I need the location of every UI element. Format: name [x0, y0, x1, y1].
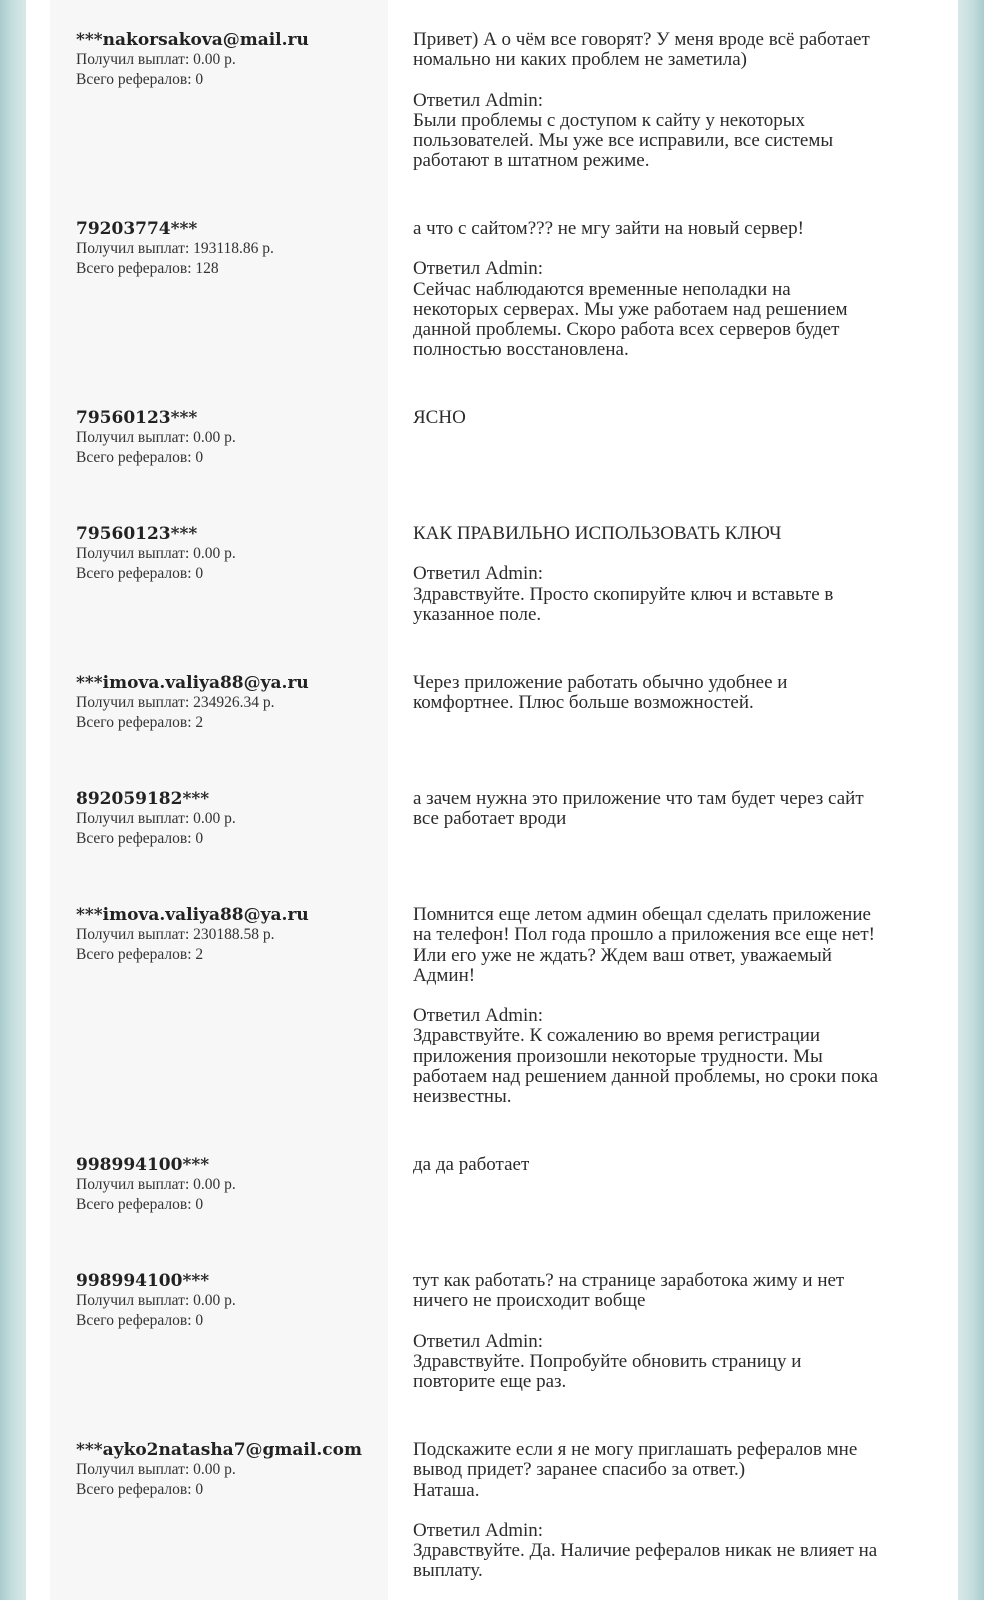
author-name[interactable]: 79560123***	[76, 524, 198, 544]
comment-message	[413, 1440, 913, 1582]
author-referrals: Всего рефералов: 0	[76, 830, 204, 847]
author-payout: Получил выплат: 234926.34 р.	[76, 694, 275, 711]
admin-reply	[413, 564, 913, 625]
author-payout: Получил выплат: 0.00 р.	[76, 51, 236, 68]
reply-text: Здравствуйте. Попробуйте обновить страницу и повторите еще раз.	[413, 1350, 802, 1393]
reply-header: Ответил Admin:	[413, 1005, 544, 1027]
reply-header: Ответил Admin:	[413, 89, 544, 111]
comment-message	[413, 408, 913, 428]
author-referrals: Всего рефералов: 128	[76, 260, 219, 277]
comment-author-block	[76, 673, 376, 733]
author-name[interactable]: 892059182***	[76, 789, 210, 809]
author-payout: Получил выплат: 0.00 р.	[76, 1292, 236, 1309]
author-name[interactable]: ***imova.valiya88@ya.ru	[76, 905, 309, 925]
comment-author-block	[76, 1440, 376, 1500]
author-name[interactable]: 998994100***	[76, 1155, 210, 1175]
comment-author-block	[76, 789, 376, 849]
reply-text: Здравствуйте. Просто скопируйте ключ и вставьте в указанное поле.	[413, 583, 834, 625]
reply-header: Ответил Admin:	[413, 1519, 544, 1541]
author-name[interactable]: 998994100***	[76, 1271, 210, 1291]
comment-text: тут как работать? на странице заработока жиму и нет ничего не происходит вобще	[413, 1270, 845, 1312]
reply-text: Здравствуйте. К сожалению во время регистрации приложения произошли некоторые трудности. Мы работаем над решением данной проблемы, но сроки пока неизвестны.	[413, 1025, 879, 1108]
comment-text: Помнится еще летом админ обещал сделать приложение на телефон! Пол года прошло а приложения все еще нет! Или его уже не ждать? Ждем ваш ответ, уважаемый Админ!	[413, 904, 875, 986]
comment-text: Подскажите если я не могу приглашать рефералов мне вывод придет? заранее спасибо за ответ.) Наташа.	[413, 1439, 858, 1501]
author-referrals: Всего рефералов: 0	[76, 1481, 204, 1498]
author-name[interactable]: ***ayko2natasha7@gmail.com	[76, 1440, 362, 1460]
author-payout: Получил выплат: 0.00 р.	[76, 1176, 236, 1193]
author-name[interactable]: 79560123***	[76, 408, 198, 428]
comment-message	[413, 219, 913, 361]
comment-message	[413, 1155, 913, 1175]
comment-message	[413, 1271, 913, 1392]
author-referrals: Всего рефералов: 0	[76, 1312, 204, 1329]
comment-message	[413, 789, 913, 830]
author-payout: Получил выплат: 0.00 р.	[76, 810, 236, 827]
comment-message	[413, 905, 913, 1108]
comment-text: а зачем нужна это приложение что там будет через сайт все работает вроди	[413, 788, 864, 830]
author-name[interactable]: ***nakorsakova@mail.ru	[76, 30, 309, 50]
author-payout: Получил выплат: 0.00 р.	[76, 545, 236, 562]
comment-text: а что с сайтом??? не мгу зайти на новый сервер!	[413, 218, 804, 239]
reply-text: Здравствуйте. Да. Наличие рефералов никак не влияет на выплату.	[413, 1540, 878, 1582]
reply-header: Ответил Admin:	[413, 258, 544, 280]
author-referrals: Всего рефералов: 0	[76, 1196, 204, 1213]
author-name[interactable]: 79203774***	[76, 219, 198, 239]
comment-message	[413, 524, 913, 625]
author-payout: Получил выплат: 193118.86 р.	[76, 240, 274, 257]
reply-header: Ответил Admin:	[413, 1330, 544, 1352]
admin-reply	[413, 91, 913, 172]
author-referrals: Всего рефералов: 0	[76, 449, 204, 466]
comment-author-block	[76, 524, 376, 584]
author-payout: Получил выплат: 0.00 р.	[76, 1461, 236, 1478]
admin-reply	[413, 1521, 913, 1582]
author-name[interactable]: ***imova.valiya88@ya.ru	[76, 673, 309, 693]
author-referrals: Всего рефералов: 0	[76, 565, 204, 582]
admin-reply	[413, 259, 913, 360]
reply-header: Ответил Admin:	[413, 563, 544, 585]
comment-author-block	[76, 408, 376, 468]
author-payout: Получил выплат: 0.00 р.	[76, 429, 236, 446]
comment-text: Через приложение работать обычно удобнее и комфортнее. Плюс больше возможностей.	[413, 672, 788, 714]
reply-text: Сейчас наблюдаются временные неполадки на некоторых серверах. Мы уже работаем над решением данной проблемы. Скоро работа всех серверов будет полностью восстановлена.	[413, 278, 848, 361]
comment-author-block	[76, 219, 376, 279]
author-referrals: Всего рефералов: 2	[76, 714, 204, 731]
comment-text: Привет) А о чём все говорят? У меня вроде всё работает номально ни каких проблем не заметила)	[413, 29, 870, 71]
author-referrals: Всего рефералов: 2	[76, 946, 204, 963]
author-payout: Получил выплат: 230188.58 р.	[76, 926, 275, 943]
admin-reply	[413, 1006, 913, 1107]
reply-text: Были проблемы с доступом к сайту у некоторых пользователей. Мы уже все исправили, все системы работают в штатном режиме.	[413, 109, 834, 172]
admin-reply	[413, 1332, 913, 1393]
comment-text: ЯСНО	[413, 407, 466, 428]
comment-text: да да работает	[413, 1154, 530, 1175]
comment-author-block	[76, 1155, 376, 1215]
comment-text: КАК ПРАВИЛЬНО ИСПОЛЬЗОВАТЬ КЛЮЧ	[413, 523, 782, 544]
comment-message	[413, 30, 913, 172]
comment-author-block	[76, 30, 376, 90]
comment-message	[413, 673, 913, 714]
comment-author-block	[76, 905, 376, 965]
author-referrals: Всего рефералов: 0	[76, 71, 204, 88]
comment-author-block	[76, 1271, 376, 1331]
